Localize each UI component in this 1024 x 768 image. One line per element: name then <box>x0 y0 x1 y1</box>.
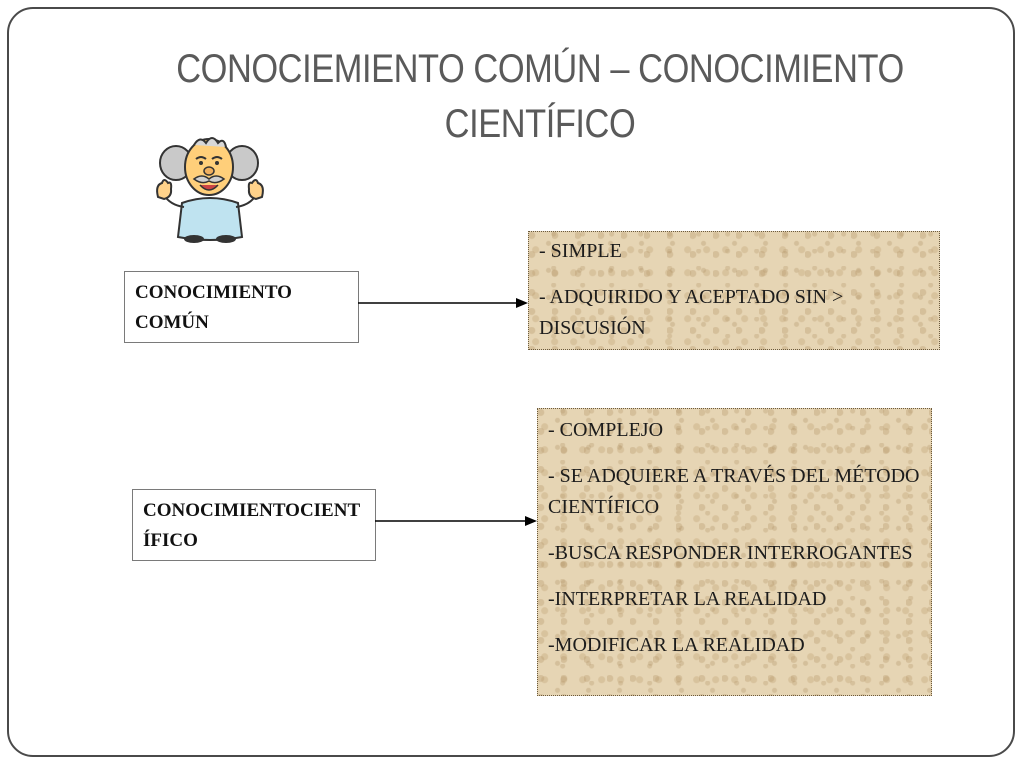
scientific-arrow <box>375 514 539 528</box>
common-knowledge-description <box>528 231 940 350</box>
scientific-item-1: - COMPLEJO <box>548 419 664 441</box>
scientific-item-2: - SE ADQUIERE A TRAVÉS DEL MÉTODO CIENTÍFICO <box>548 465 920 518</box>
common-knowledge-label: CONOCIMIENTO COMÚN <box>124 271 359 343</box>
scientific-knowledge-description <box>537 408 932 696</box>
common-item-1: - SIMPLE <box>539 240 622 262</box>
scientist-cartoon-icon <box>150 125 270 245</box>
common-item-2: - ADQUIRIDO Y ACEPTADO SIN > DISCUSIÓN <box>539 286 844 339</box>
title-line-1: CONOCIEMIENTO COMÚN – CONOCIMIENTO <box>176 47 904 91</box>
scientific-item-5: -MODIFICAR LA REALIDAD <box>548 634 805 656</box>
scientific-knowledge-label: CONOCIMIENTOCIENTÍFICO <box>132 489 376 561</box>
scientific-item-4: -INTERPRETAR LA REALIDAD <box>548 588 827 610</box>
scientific-item-3: -BUSCA RESPONDER INTERROGANTES <box>548 542 913 564</box>
title-line-2: CIENTÍFICO <box>444 102 636 146</box>
common-arrow <box>358 296 530 310</box>
